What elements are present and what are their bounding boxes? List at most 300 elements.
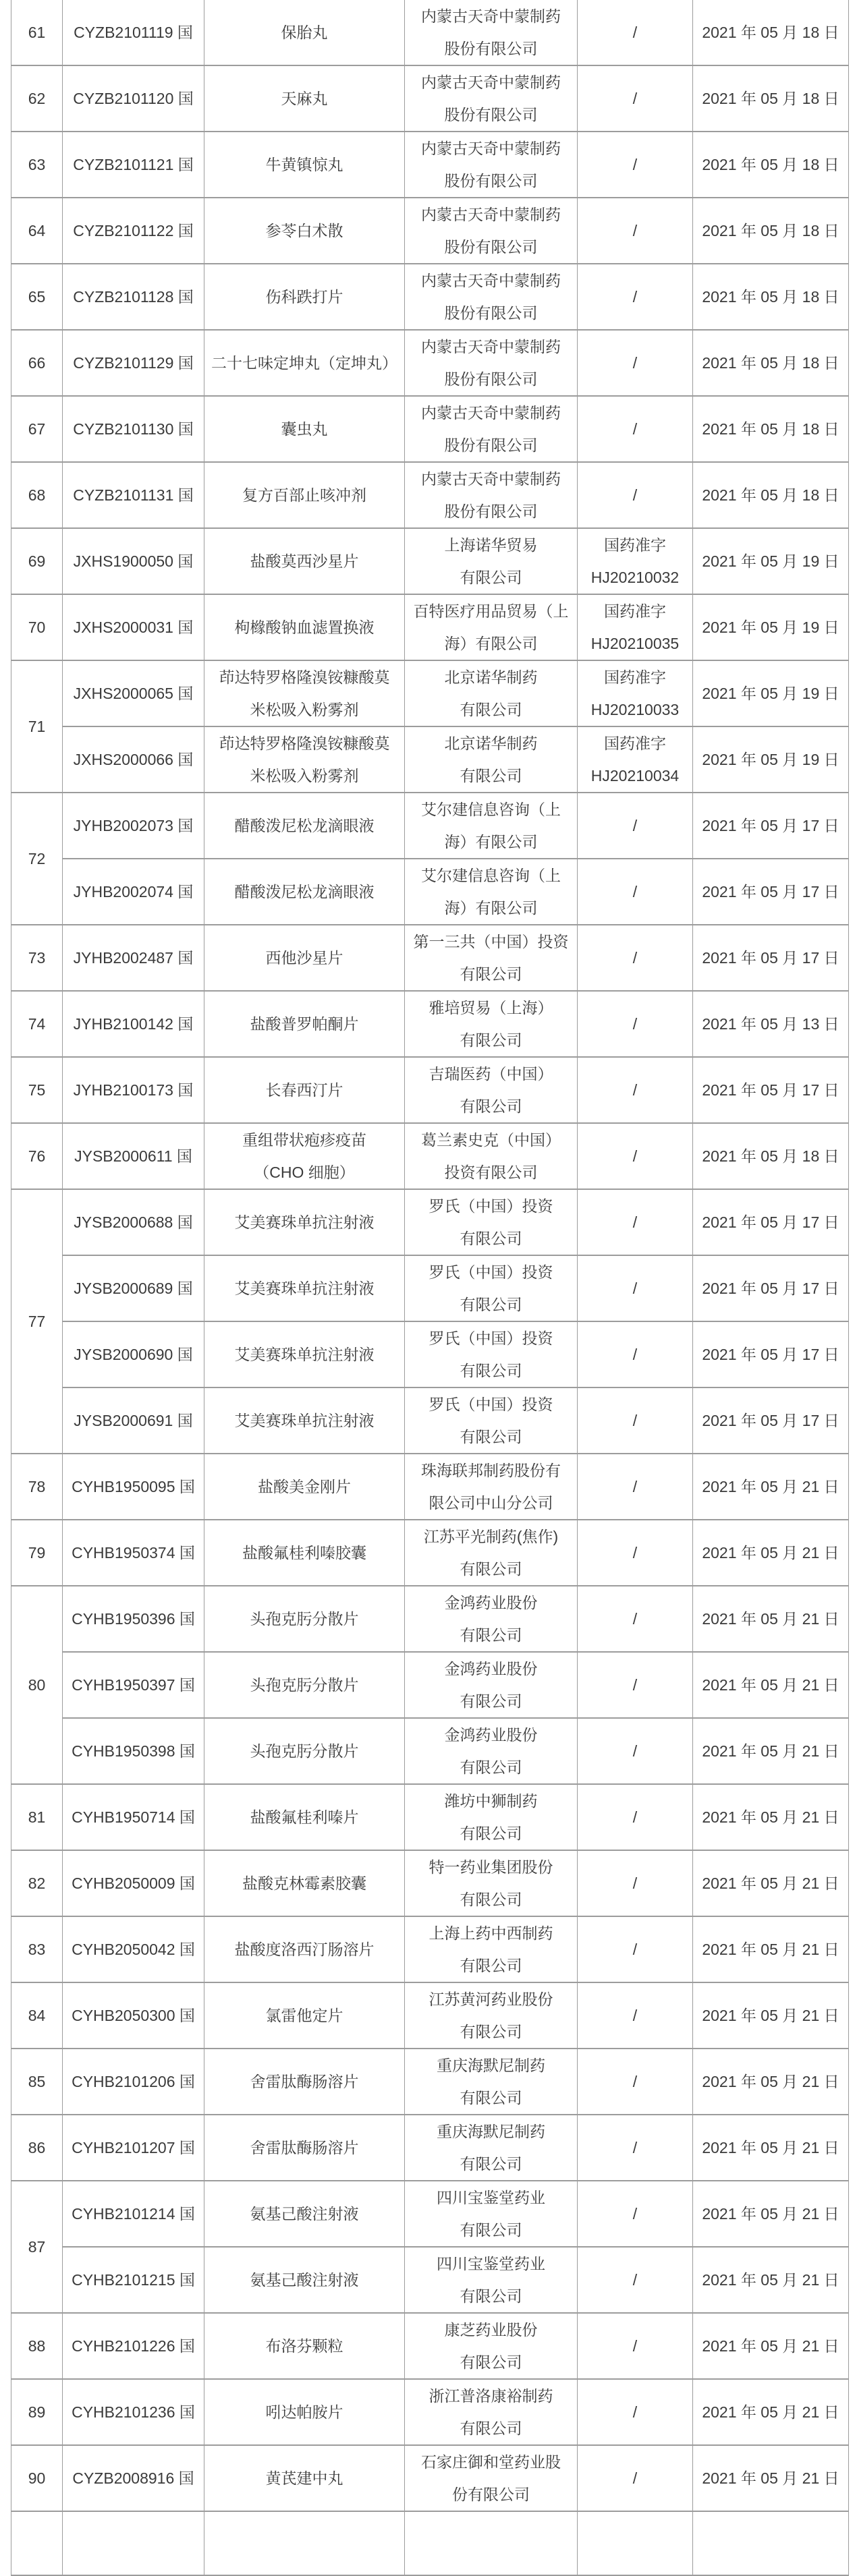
cell-row-no [11,65,63,132]
cell-license-no-line: / [632,354,638,372]
cell-license-no [578,264,693,330]
cell-row-no-line: 74 [28,1015,46,1033]
cell-drug-name-line: 黄芪建中丸 [265,2469,343,2487]
cell-approval-date-line: 2021 年 05 月 18 日 [702,24,839,41]
cell-approval-date-line: 2021 年 05 月 17 日 [702,1280,839,1297]
cell-drug-name [204,660,405,726]
cell-drug-name [204,2313,405,2379]
cell-license-no-line: / [632,2403,638,2421]
cell-drug-name-line: 氯雷他定片 [265,2007,343,2024]
cell-company-line: 股份有限公司 [444,304,538,322]
cell-approval-date-line: 2021 年 05 月 21 日 [702,2139,839,2156]
cell-company [405,1454,578,1520]
cell-approval-no [63,1916,204,1982]
cell-drug-name [204,2181,405,2247]
cell-row-no-line: 83 [28,1941,46,1958]
cell-row-no-line: 64 [28,222,46,239]
cell-license-no-line: / [632,90,638,107]
cell-company-line: 艾尔建信息咨询（上 [421,867,561,884]
cell-approval-no-line: CYHB1950396 国 [72,1610,195,1628]
cell-license-no [578,859,693,925]
cell-license-no-line: / [632,1081,638,1099]
cell-approval-date-line: 2021 年 05 月 18 日 [702,90,839,107]
cell-company [405,660,578,726]
cell-approval-no [63,1321,204,1387]
table-row [11,2049,849,2115]
cell-approval-no [63,330,204,396]
cell-approval-date-line: 2021 年 05 月 18 日 [702,354,839,372]
table-row [11,2115,849,2181]
cell-company [405,2181,578,2247]
table-row [11,1916,849,1982]
cell-approval-date [693,2379,849,2445]
cell-company-line: 江苏平光制药(焦作) [423,1528,559,1545]
cell-approval-date [693,396,849,462]
cell-license-no [578,2049,693,2115]
table-row [11,991,849,1057]
cell-license-no [578,2379,693,2445]
drug-approval-table [11,0,849,2576]
table-row [11,132,849,198]
cell-company-line: 限公司中山分公司 [429,1494,553,1512]
empty-cell [405,2511,578,2575]
cell-row-no-line: 76 [28,1147,46,1165]
cell-company-line: 股份有限公司 [444,370,538,388]
cell-drug-name [204,2445,405,2511]
cell-row-no-line: 67 [28,420,46,438]
cell-company-line: 有限公司 [460,2023,522,2040]
cell-company [405,793,578,859]
cell-drug-name-line: 米松吸入粉雾剂 [250,701,359,718]
cell-approval-no [63,1454,204,1520]
cell-license-no-line: / [632,2073,638,2090]
cell-row-no [11,594,63,660]
cell-drug-name-line: 头孢克肟分散片 [250,1610,359,1628]
cell-approval-no [63,198,204,264]
cell-approval-date-line: 2021 年 05 月 13 日 [702,1015,839,1033]
cell-approval-no-line: JYSB2000688 国 [74,1213,193,1231]
cell-license-no-line: / [632,1808,638,1826]
cell-row-no-line: 66 [28,354,46,372]
cell-license-no [578,1520,693,1586]
cell-company-line: 有限公司 [460,1097,522,1115]
cell-drug-name-line: 吲达帕胺片 [265,2403,343,2421]
cell-row-no-line: 65 [28,288,46,306]
cell-company-line: 有限公司 [460,1891,522,1908]
cell-company-line: 海）有限公司 [444,635,538,652]
row-group-64 [11,198,849,264]
cell-row-no [11,660,63,793]
cell-drug-name [204,925,405,991]
cell-company-line: 上海诺华贸易 [444,536,538,554]
cell-approval-no-line: JXHS2000065 国 [73,685,194,702]
cell-approval-no-line: JYSB2000691 国 [74,1412,193,1429]
row-group-74 [11,991,849,1057]
cell-license-no-line: / [632,1676,638,1694]
cell-drug-name [204,991,405,1057]
cell-approval-date [693,0,849,65]
cell-row-no [11,2379,63,2445]
cell-approval-date-line: 2021 年 05 月 19 日 [702,685,839,702]
cell-approval-no [63,462,204,528]
table-row [11,2181,849,2247]
cell-approval-date [693,594,849,660]
cell-company-line: 海）有限公司 [444,833,538,851]
cell-drug-name-line: 盐酸氟桂利嗪片 [250,1808,359,1826]
cell-drug-name-line: 盐酸莫西沙星片 [250,552,359,570]
cell-company [405,1784,578,1850]
table-row [11,1652,849,1718]
cell-company [405,264,578,330]
cell-approval-date [693,132,849,198]
row-group-81 [11,1784,849,1850]
cell-company [405,859,578,925]
cell-approval-no [63,0,204,65]
cell-drug-name [204,2379,405,2445]
cell-row-no-line: 82 [28,1874,46,1892]
cell-license-no-line: / [632,2007,638,2024]
cell-company-line: 有限公司 [460,2089,522,2107]
cell-company-line: 金鸿药业股份 [444,1594,538,1611]
cell-license-no-line: / [632,1412,638,1429]
cell-approval-no-line: JYSB2000689 国 [74,1280,193,1297]
cell-approval-date-line: 2021 年 05 月 18 日 [702,288,839,306]
cell-company [405,1916,578,1982]
cell-approval-no-line: CYHB2101206 国 [72,2073,195,2090]
cell-company-line: 吉瑞医药（中国） [429,1065,553,1083]
cell-license-no-line: / [632,1213,638,1231]
cell-row-no [11,2445,63,2511]
cell-license-no-line: / [632,2337,638,2355]
table-row [11,1520,849,1586]
cell-approval-date [693,2313,849,2379]
cell-row-no-line: 79 [28,1544,46,1562]
row-group-89 [11,2379,849,2445]
cell-company-line: 罗氏（中国）投资 [429,1197,553,1215]
cell-license-no-line: / [632,2469,638,2487]
cell-company-line: 有限公司 [460,1296,522,1313]
table-row [11,462,849,528]
cell-drug-name-line: 艾美赛珠单抗注射液 [234,1412,375,1429]
cell-drug-name [204,1321,405,1387]
cell-company-line: 内蒙古天奇中蒙制药 [421,206,561,223]
cell-drug-name-line: 头孢克肟分散片 [250,1676,359,1694]
cell-company [405,1586,578,1652]
cell-approval-no [63,1652,204,1718]
cell-row-no-line: 77 [28,1313,46,1330]
cell-company-line: 有限公司 [460,1230,522,1247]
cell-approval-no [63,1255,204,1321]
cell-drug-name [204,1850,405,1916]
cell-approval-no [63,132,204,198]
cell-drug-name-line: 参苓白术散 [265,222,343,239]
cell-approval-date-line: 2021 年 05 月 18 日 [702,1147,839,1165]
cell-row-no [11,2115,63,2181]
cell-company-line: 艾尔建信息咨询（上 [421,801,561,818]
cell-company-line: 北京诺华制药 [444,735,538,752]
cell-row-no [11,264,63,330]
cell-approval-date-line: 2021 年 05 月 21 日 [702,2337,839,2355]
row-group-82 [11,1850,849,1916]
cell-company-line: 有限公司 [460,2221,522,2239]
cell-approval-date-line: 2021 年 05 月 19 日 [702,751,839,768]
cell-drug-name-line: 醋酸泼尼松龙滴眼液 [234,817,375,834]
cell-company-line: 北京诺华制药 [444,668,538,686]
cell-drug-name-line: 茚达特罗格隆溴铵糠酸莫 [219,668,390,686]
cell-drug-name-line: 西他沙星片 [265,949,343,967]
cell-approval-date-line: 2021 年 05 月 19 日 [702,619,839,636]
cell-approval-no-line: CYHB1950714 国 [72,1808,195,1826]
table-row [11,1057,849,1123]
cell-drug-name [204,1586,405,1652]
cell-license-no [578,1784,693,1850]
cell-drug-name-line: 盐酸普罗帕酮片 [250,1015,359,1033]
row-group-65 [11,264,849,330]
cell-company [405,65,578,132]
cell-license-no [578,330,693,396]
cell-drug-name [204,528,405,594]
cell-license-no [578,528,693,594]
empty-cell [204,2511,405,2575]
cell-license-no [578,2115,693,2181]
cell-company-line: 江苏黄河药业股份 [429,1991,553,2008]
cell-drug-name-line: （CHO 细胞） [254,1164,355,1181]
table-row [11,1454,849,1520]
cell-license-no [578,198,693,264]
empty-cell [693,2511,849,2575]
cell-approval-date-line: 2021 年 05 月 21 日 [702,1610,839,1628]
cell-company-line: 潍坊中狮制药 [444,1792,538,1810]
cell-drug-name [204,2115,405,2181]
row-group-61 [11,0,849,65]
cell-approval-date-line: 2021 年 05 月 18 日 [702,486,839,504]
row-group-79 [11,1520,849,1586]
cell-license-no-line: / [632,1544,638,1562]
row-group-68 [11,462,849,528]
table-row [11,198,849,264]
cell-company-line: 罗氏（中国）投资 [429,1263,553,1281]
cell-company-line: 股份有限公司 [444,238,538,256]
cell-license-no-line: HJ20210032 [590,569,680,586]
cell-company-line: 特一药业集团股份 [429,1858,553,1876]
table-row [11,1784,849,1850]
cell-drug-name-line: 枸橼酸钠血滤置换液 [234,619,375,636]
cell-company-line: 有限公司 [460,767,522,784]
cell-approval-date-line: 2021 年 05 月 19 日 [702,552,839,570]
cell-approval-no [63,1982,204,2049]
cell-approval-no [63,991,204,1057]
cell-approval-no-line: JXHS1900050 国 [73,552,194,570]
cell-company-line: 内蒙古天奇中蒙制药 [421,470,561,488]
cell-row-no [11,991,63,1057]
cell-approval-date-line: 2021 年 05 月 17 日 [702,1346,839,1363]
cell-row-no [11,1123,63,1189]
cell-approval-no [63,726,204,793]
row-group-71 [11,660,849,793]
row-group-88 [11,2313,849,2379]
cell-row-no [11,396,63,462]
table-row [11,528,849,594]
cell-license-no-line: / [632,1015,638,1033]
cell-company [405,2115,578,2181]
cell-approval-date [693,1520,849,1586]
cell-drug-name [204,462,405,528]
cell-company [405,330,578,396]
empty-cell [63,2511,204,2575]
row-group-90 [11,2445,849,2511]
cell-company-line: 份有限公司 [452,2486,530,2503]
cell-approval-date [693,1586,849,1652]
cell-approval-date-line: 2021 年 05 月 17 日 [702,883,839,900]
cell-company [405,2379,578,2445]
cell-license-no [578,1916,693,1982]
cell-company [405,991,578,1057]
cell-license-no [578,660,693,726]
cell-row-no [11,1784,63,1850]
cell-approval-no [63,2181,204,2247]
cell-drug-name [204,1784,405,1850]
cell-approval-date [693,1652,849,1718]
cell-company [405,198,578,264]
table-row [11,1850,849,1916]
cell-row-no-line: 63 [28,156,46,173]
cell-company [405,1255,578,1321]
cell-license-no [578,1652,693,1718]
cell-company-line: 股份有限公司 [444,40,538,57]
cell-approval-no [63,793,204,859]
cell-row-no [11,0,63,65]
cell-approval-date-line: 2021 年 05 月 21 日 [702,1544,839,1562]
table-row [11,0,849,65]
table-row [11,1255,849,1321]
cell-drug-name [204,65,405,132]
cell-company-line: 海）有限公司 [444,899,538,917]
cell-license-no-line: / [632,949,638,967]
table-row [11,1718,849,1784]
cell-license-no-line: / [632,288,638,306]
cell-drug-name [204,0,405,65]
cell-approval-date-line: 2021 年 05 月 17 日 [702,817,839,834]
row-group-69 [11,528,849,594]
cell-company [405,2445,578,2511]
cell-drug-name [204,132,405,198]
cell-approval-no-line: CYZB2101128 国 [73,288,194,306]
cell-drug-name [204,1255,405,1321]
cell-row-no-line: 62 [28,90,46,107]
cell-drug-name-line: 氨基己酸注射液 [250,2205,359,2223]
cell-company-line: 浙江普洛康裕制药 [429,2387,553,2405]
cell-approval-date [693,1982,849,2049]
cell-approval-date-line: 2021 年 05 月 21 日 [702,2007,839,2024]
cell-approval-no [63,264,204,330]
cell-company-line: 罗氏（中国）投资 [429,1396,553,1413]
cell-drug-name-line: 盐酸氟桂利嗪胶囊 [242,1544,366,1562]
cell-license-no [578,1255,693,1321]
table-row [11,726,849,793]
cell-license-no-line: / [632,1478,638,1495]
cell-drug-name [204,1057,405,1123]
cell-approval-no [63,2115,204,2181]
cell-approval-no-line: CYHB1950095 国 [72,1478,195,1495]
cell-approval-date-line: 2021 年 05 月 17 日 [702,949,839,967]
cell-approval-no [63,2247,204,2313]
row-group-85 [11,2049,849,2115]
cell-company-line: 内蒙古天奇中蒙制药 [421,7,561,25]
cell-approval-no-line: CYZB2101129 国 [73,354,194,372]
cell-license-no-line: / [632,156,638,173]
cell-row-no-line: 72 [28,850,46,867]
cell-license-no [578,1454,693,1520]
cell-drug-name [204,793,405,859]
cell-approval-date [693,65,849,132]
cell-row-no [11,1586,63,1784]
cell-company-line: 第一三共（中国）投资 [413,933,569,950]
cell-approval-date [693,1387,849,1454]
cell-row-no-line: 71 [28,718,46,735]
table-row [11,2511,849,2575]
cell-drug-name [204,396,405,462]
cell-row-no-line: 85 [28,2073,46,2090]
cell-row-no-line: 61 [28,24,46,41]
cell-row-no-line: 70 [28,619,46,636]
cell-drug-name-line: 茚达特罗格隆溴铵糠酸莫 [219,735,390,752]
cell-company-line: 内蒙古天奇中蒙制药 [421,140,561,157]
table-row [11,594,849,660]
cell-approval-date-line: 2021 年 05 月 21 日 [702,1676,839,1694]
cell-company-line: 有限公司 [460,701,522,718]
cell-drug-name-line: 头孢克肟分散片 [250,1742,359,1760]
cell-license-no-line: / [632,1941,638,1958]
cell-license-no [578,1189,693,1255]
cell-approval-date-line: 2021 年 05 月 21 日 [702,1478,839,1495]
cell-drug-name [204,859,405,925]
empty-cell [578,2511,693,2575]
cell-license-no [578,726,693,793]
row-group-partial [11,2511,849,2575]
cell-approval-date [693,2115,849,2181]
cell-license-no [578,1718,693,1784]
cell-drug-name [204,1652,405,1718]
cell-company [405,1982,578,2049]
cell-license-no-line: HJ20210035 [590,635,680,652]
cell-license-no-line: HJ20210034 [590,767,680,784]
cell-company [405,2049,578,2115]
cell-license-no [578,1321,693,1387]
cell-approval-date-line: 2021 年 05 月 18 日 [702,156,839,173]
cell-company [405,1850,578,1916]
cell-drug-name-line: 艾美赛珠单抗注射液 [234,1280,375,1297]
cell-drug-name-line: 重组带状疱疹疫苗 [242,1131,366,1149]
table-row [11,1387,849,1454]
cell-drug-name-line: 天麻丸 [281,90,328,107]
cell-row-no [11,1454,63,1520]
cell-drug-name-line: 牛黄镇惊丸 [265,156,343,173]
cell-company [405,1387,578,1454]
table-row [11,793,849,859]
cell-drug-name-line: 保胎丸 [281,24,328,41]
cell-approval-date [693,726,849,793]
cell-approval-no [63,1189,204,1255]
cell-company-line: 有限公司 [460,1957,522,1974]
cell-drug-name [204,2247,405,2313]
cell-approval-date-line: 2021 年 05 月 21 日 [702,2205,839,2223]
cell-approval-date [693,1850,849,1916]
cell-company-line: 内蒙古天奇中蒙制药 [421,338,561,355]
cell-approval-no [63,2049,204,2115]
cell-row-no-line: 69 [28,552,46,570]
cell-approval-no [63,1057,204,1123]
table-row [11,2445,849,2511]
